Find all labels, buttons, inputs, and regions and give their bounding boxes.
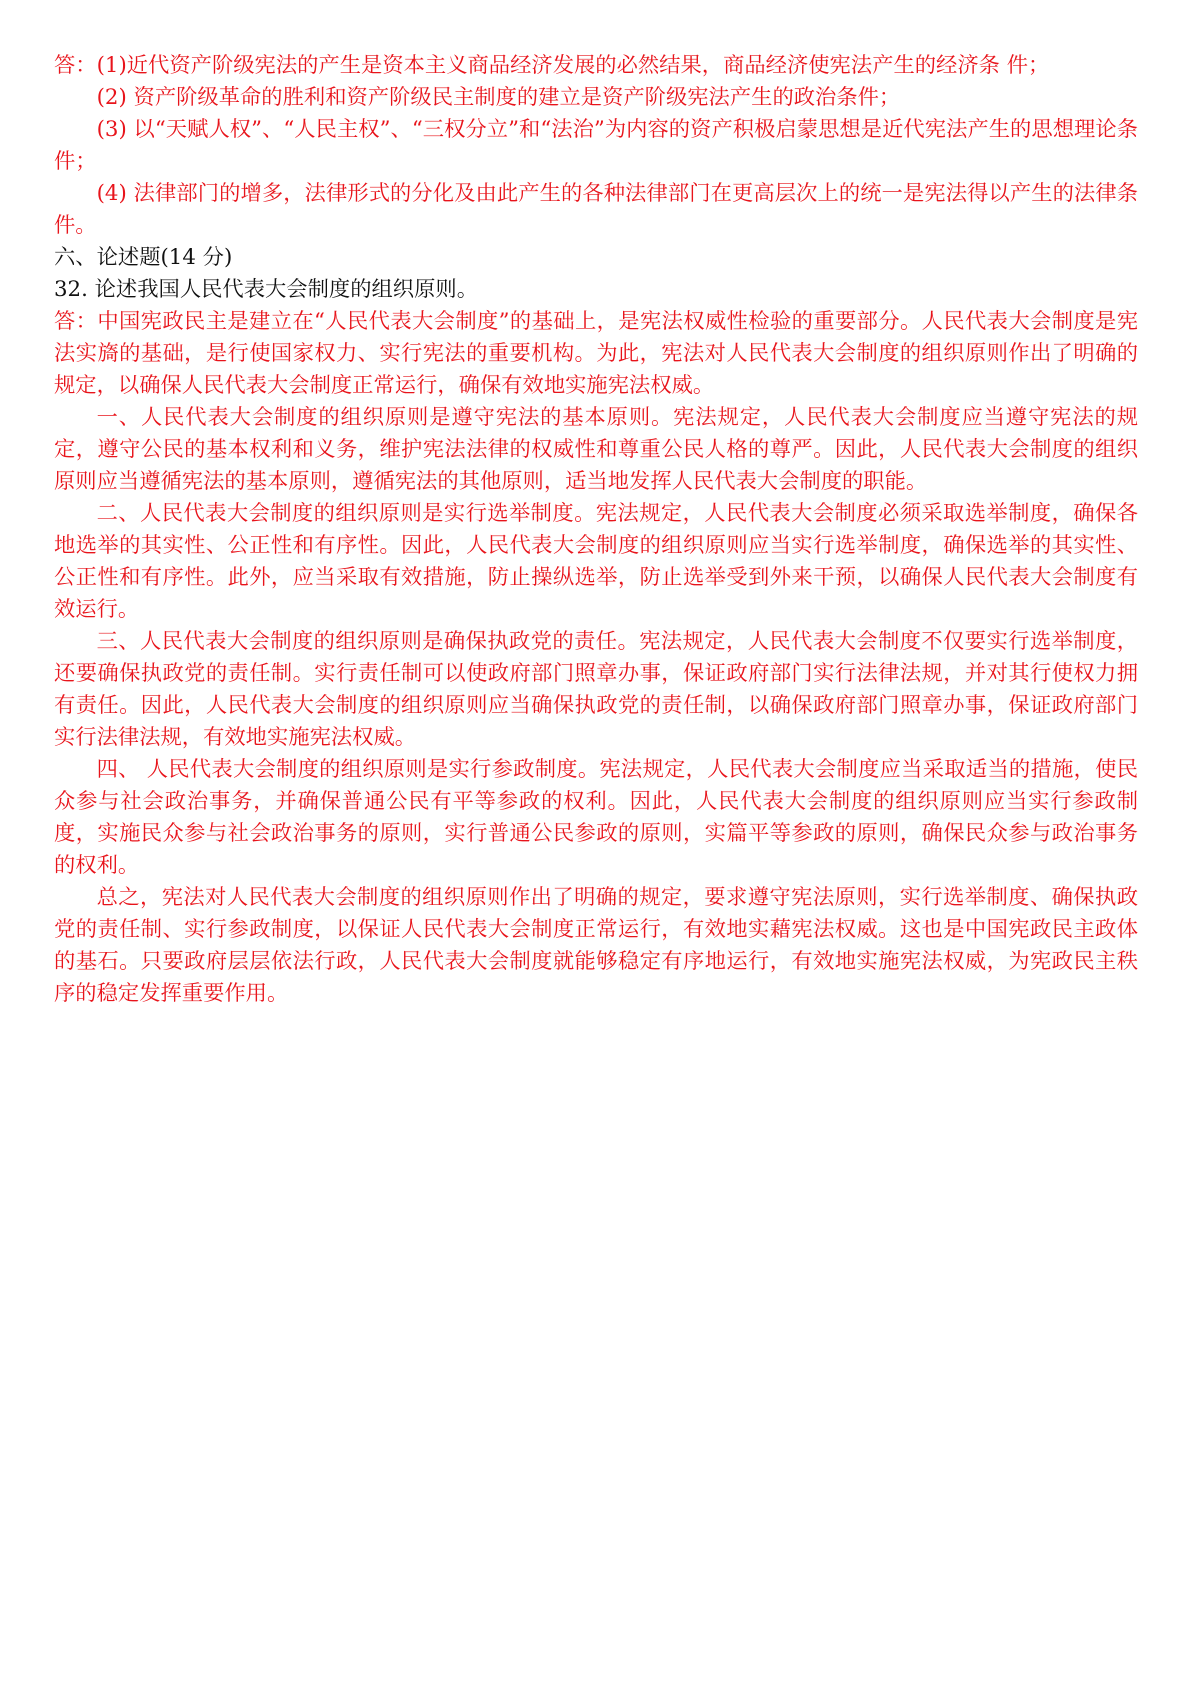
prev-answer-point-4: (4) 法律部门的增多，法律形式的分化及由此产生的各种法律部门在更高层次上的统一是宪法得以产生的法律条件。 — [54, 181, 1138, 238]
document-page — [54, 50, 1138, 1010]
prev-answer-point-2: (2) 资产阶级革命的胜利和资产阶级民主制度的建立是资产阶级宪法产生的政治条件； — [96, 85, 901, 110]
answer-paragraph-2: 二、人民代表大会制度的组织原则是实行选举制度。宪法规定，人民代表大会制度必须采取选举制度，确保各地选举的其实性、公正性和有序性。因此，人民代表大会制度的组织原则应当实行选举制度，确保选举的其实性、公正性和有序性。此外，应当采取有效措施，防止操纵选举，防止选举受到外来干预，以确保人民代表大会制度有效运行。 — [54, 501, 1138, 622]
section-heading: 六、论述题(14 分) — [54, 245, 233, 270]
answer-paragraph-1: 一、人民代表大会制度的组织原则是遵守宪法的基本原则。宪法规定，人民代表大会制度应当遵守宪法的规定，遵守公民的基本权利和义务，维护宪法法律的权威性和尊重公民人格的尊严。因此，人民代表大会制度的组织原则应当遵循宪法的基本原则，遵循宪法的其他原则，适当地发挥人民代表大会制度的职能。 — [54, 405, 1138, 494]
answer-paragraph-4: 四、 人民代表大会制度的组织原则是实行参政制度。宪法规定，人民代表大会制度应当采取适当的措施，使民众参与社会政治事务，并确保普通公民有平等参政的权利。因此，人民代表大会制度的组织原则应当实行参政制度，实施民众参与社会政治事务的原则，实行普通公民参政的原则，实篇平等参政的原则，确保民众参与政治事务的权利。 — [54, 757, 1138, 878]
prev-answer-point-3: (3) 以“天赋人权”、“人民主权”、“三权分立”和“法治”为内容的资产积极启蒙思想是近代宪法产生的思想理论条件； — [54, 117, 1138, 174]
question-32: 32. 论述我国人民代表大会制度的组织原则。 — [54, 277, 478, 302]
answer-intro: 答：中国宪政民主是建立在“人民代表大会制度”的基础上，是宪法权威性检验的重要部分。人民代表大会制度是宪法实旖的基础，是行使国家权力、实行宪法的重要机构。为此，宪法对人民代表大会制度的组织原则作出了明确的规定，以确保人民代表大会制度正常运行，确保有效地实施宪法权威。 — [54, 309, 1138, 398]
prev-answer-line-1: 答：(1)近代资产阶级宪法的产生是资本主义商品经济发展的必然结果，商品经济使宪法产生的经济条 件； — [54, 53, 1050, 78]
answer-conclusion: 总之，宪法对人民代表大会制度的组织原则作出了明确的规定，要求遵守宪法原则，实行选举制度、确保执政党的责任制、实行参政制度，以保证人民代表大会制度正常运行，有效地实藉宪法权威。这也是中国宪政民主政体的基石。只要政府层层依法行政，人民代表大会制度就能够稳定有序地运行，有效地实施宪法权威，为宪政民主秩序的稳定发挥重要作用。 — [54, 885, 1138, 1006]
answer-paragraph-3: 三、人民代表大会制度的组织原则是确保执政党的责任。宪法规定，人民代表大会制度不仅要实行选举制度，还要确保执政党的责任制。实行责任制可以使政府部门照章办事，保证政府部门实行法律法规，并对其行使权力拥有责任。因此，人民代表大会制度的组织原则应当确保执政党的责任制，以确保政府部门照章办事，保证政府部门实行法律法规，有效地实施宪法权威。 — [54, 629, 1138, 750]
